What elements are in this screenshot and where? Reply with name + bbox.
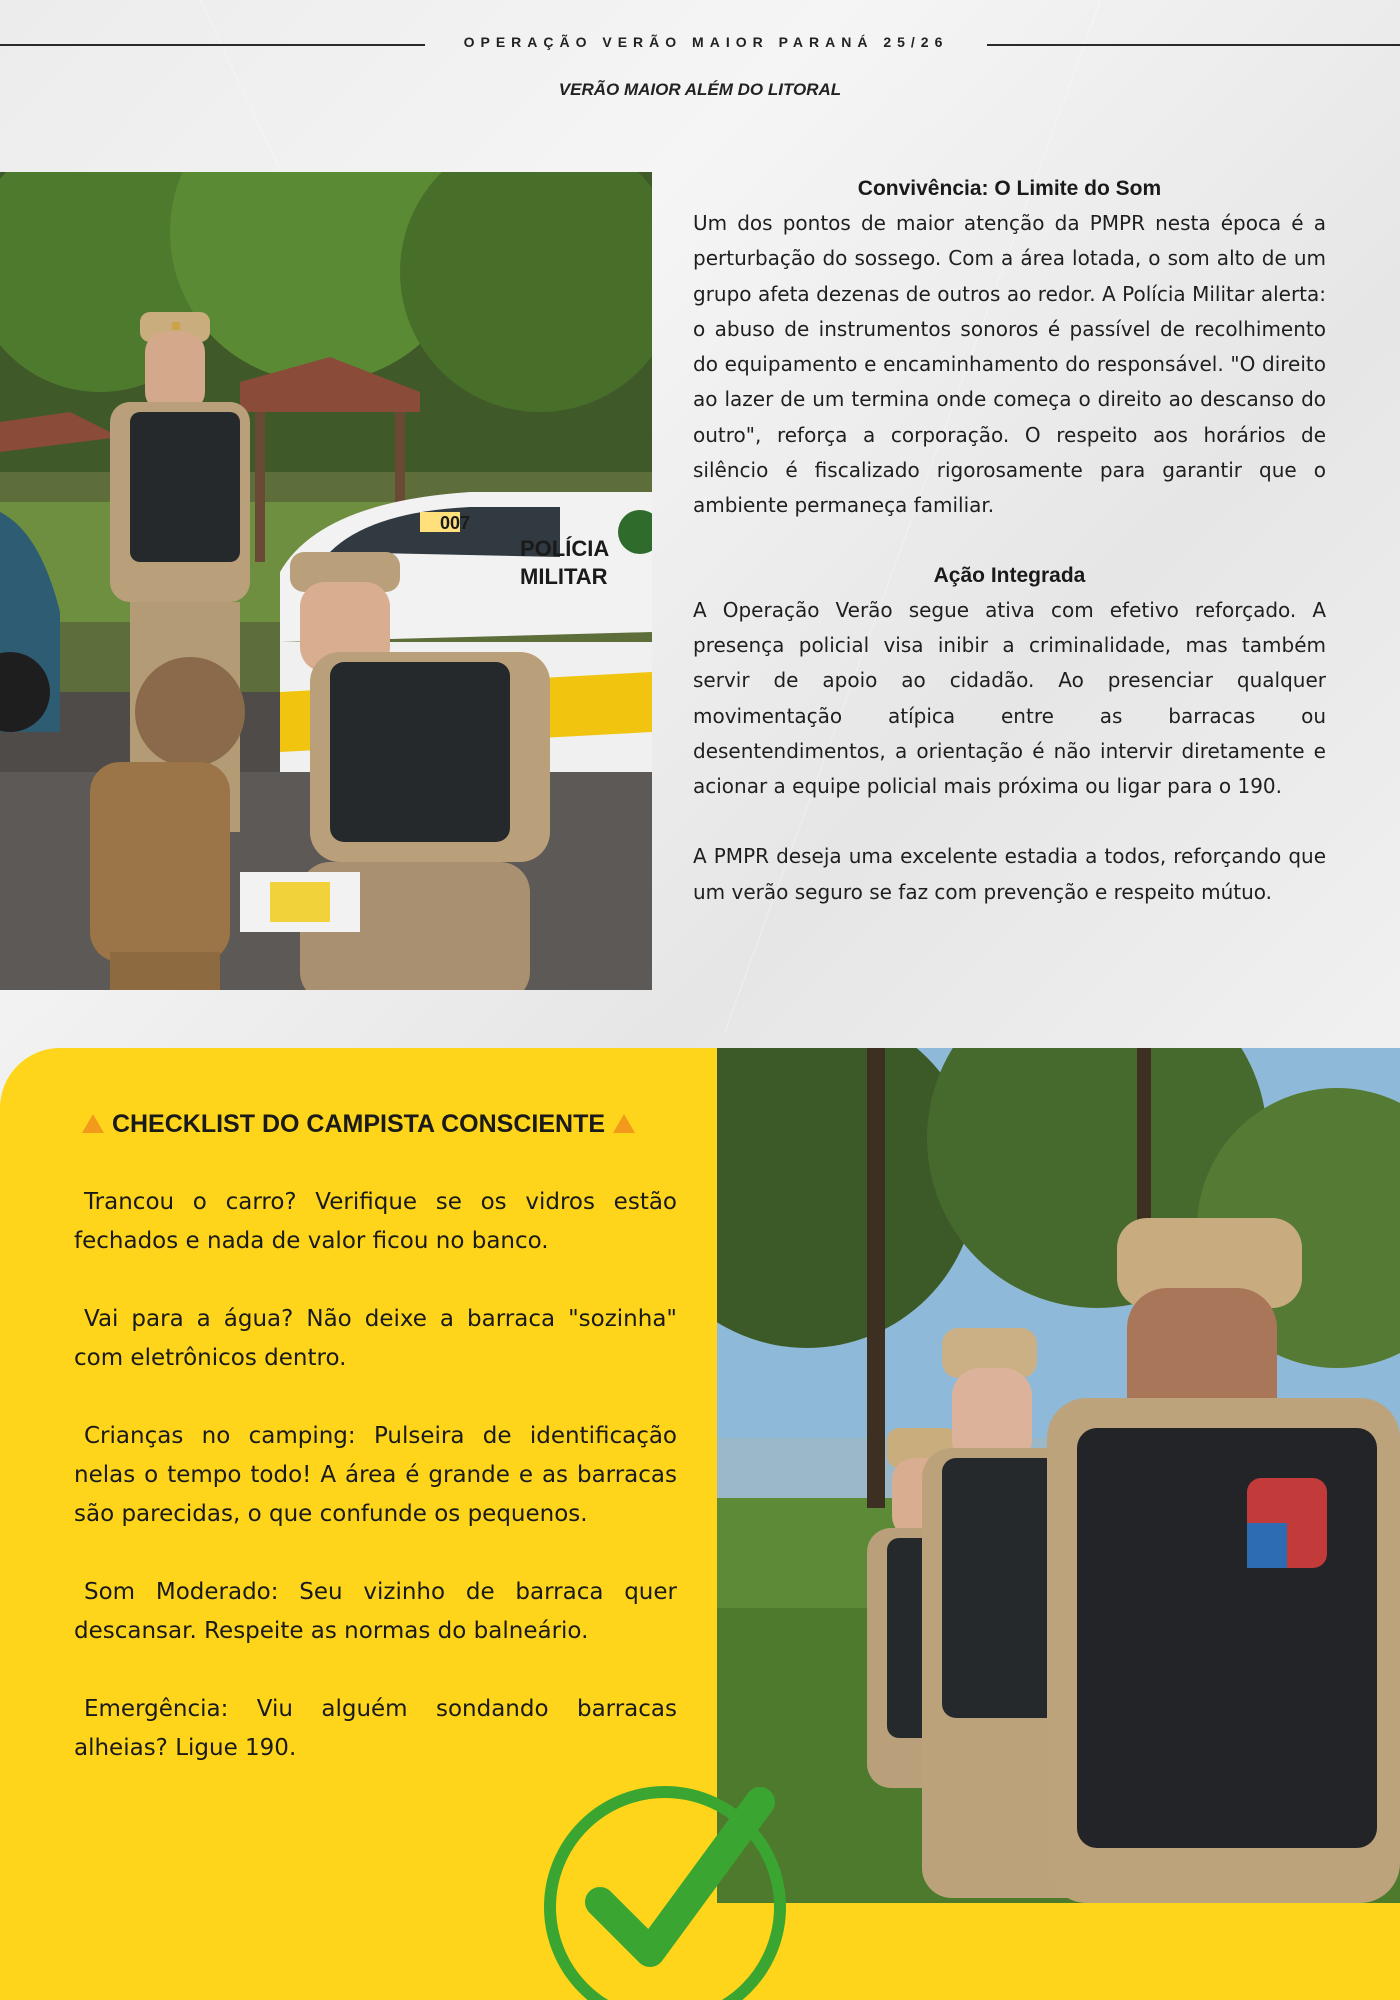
vehicle-number: 007 — [440, 513, 471, 533]
header-rule-left — [0, 44, 425, 46]
section-body-sound: Um dos pontos de maior atenção da PMPR nesta época é a perturbação do sossego. Com a área lotada, o som alto de um grupo afeta dezenas de outros ao redor. A Polícia Militar alerta: o abuso de instrumentos sonoros é passível de recolhimento do equipamento e encaminhamento do responsável. "O direito ao lazer de um termina onde começa o direito ao descanso do outro", reforça a corporação. O respeito aos horários de silêncio é fiscalizado rigorosamente para garantir que o ambiente permaneça familiar. — [693, 211, 1326, 518]
photo-officers-group — [717, 1048, 1400, 1903]
header-subtitle: VERÃO MAIOR ALÉM DO LITORAL — [558, 80, 842, 99]
checklist-item: Vai para a água? Não deixe a barraca "sozinha" com eletrônicos dentro. — [74, 1306, 677, 1371]
article-column — [693, 172, 1326, 910]
checklist-item: Trancou o carro? Verifique se os vidros estão fechados e nada de valor ficou no banco. — [74, 1189, 677, 1254]
checklist-title — [0, 1110, 717, 1139]
checklist-item: Emergência: Viu alguém sondando barracas alheias? Ligue 190. — [74, 1696, 677, 1761]
paragraph-spacer — [693, 524, 1326, 559]
section-body-integrated: A Operação Verão segue ativa com efetivo reforçado. A presença policial visa inibir a criminalidade, mas também servir de apoio ao cidadão. Ao presenciar qualquer movimentação atípica entre as barracas ou desentendimentos, a orientação é não intervir diretamente e acionar a equipe policial mais próxima ou ligar para o 190. — [693, 597, 1326, 799]
vehicle-text-1: POLÍCIA — [520, 536, 610, 561]
yellow-footer-strip — [717, 1903, 1400, 2000]
checklist-item: Crianças no camping: Pulseira de identificação nelas o tempo todo! A área é grande e as barracas são parecidas, o que confunde os pequenos. — [74, 1423, 677, 1527]
checklist-item: Som Moderado: Seu vizinho de barraca quer descansar. Respeite as normas do balneário. — [74, 1579, 677, 1644]
checklist-title-text: CHECKLIST DO CAMPISTA CONSCIENTE — [111, 1110, 606, 1138]
header-rule-right — [987, 44, 1400, 46]
closing-message: A PMPR deseja uma excelente estadia a todos, reforçando que um verão seguro se faz com prevenção e respeito mútuo. — [693, 844, 1326, 904]
section-title-sound: Convivência: O Limite do Som — [857, 177, 1162, 200]
checklist-items — [74, 1183, 677, 1807]
photo-officer-with-child — [0, 172, 652, 990]
check-circle-icon — [540, 1772, 790, 2000]
paragraph-spacer — [693, 804, 1326, 839]
vehicle-text-2: MILITAR — [520, 564, 608, 589]
warning-icon — [613, 1114, 635, 1133]
section-title-integrated: Ação Integrada — [933, 563, 1086, 587]
header-title: OPERAÇÃO VERÃO MAIOR PARANÁ 25/26 — [463, 34, 949, 50]
warning-icon — [82, 1114, 104, 1133]
